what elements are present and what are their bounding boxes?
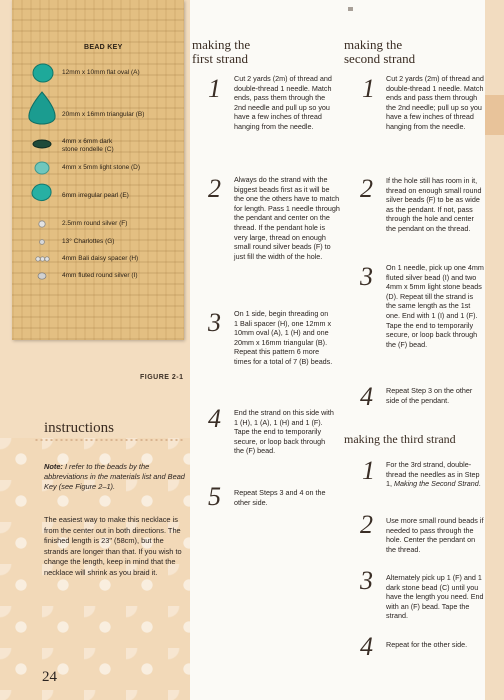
first-step-5-number: 5	[208, 482, 221, 511]
first-step-3-number: 3	[208, 308, 221, 337]
daisy-spacer-icon	[36, 257, 49, 261]
first-step-5-text: Repeat Steps 3 and 4 on the other side.	[234, 488, 326, 507]
right-edge-accent	[485, 95, 504, 135]
first-strand-heading	[192, 38, 250, 66]
bead-label-c: 4mm x 6mm dark stone rondelle (C)	[62, 138, 114, 153]
first-step-2-number: 2	[208, 174, 221, 203]
pearl-bead-icon	[32, 184, 51, 200]
bead-label-g: 13° Charlottes (G)	[62, 238, 115, 245]
third-step-3-text: Alternately pick up 1 (F) and 1 dark stone bead (C) until you have the length you need. End with an (F) bead. Tape the strand.	[386, 573, 484, 621]
note-text: I refer to the beads by the abbreviations in the materials list and Bead Key (see Figure 2–1).	[44, 462, 185, 491]
flat-oval-bead-icon	[33, 64, 53, 82]
third-step-1-text: For the 3rd strand, double-thread the needles as in Step 1, Making the Second Strand.	[386, 460, 481, 489]
third-step-3-number: 3	[360, 566, 373, 595]
figure-caption: FIGURE 2-1	[140, 374, 184, 381]
third-strand-heading: making the third strand	[344, 432, 456, 446]
second-step-1-text: Cut 2 yards (2m) of thread and double-thread 1 needle. Match ends and pass them through the 2nd needle; pull up so you have a few inches of thread hanging from the needle.	[386, 74, 484, 131]
first-step-4-number: 4	[208, 404, 221, 433]
first-step-1-number: 1	[208, 74, 221, 103]
third-step-2-text: Use more small round beads if needed to pass through the hole. Center the pendant on the thread.	[386, 516, 484, 554]
first-step-4-text: End the strand on this side with 1 (H), 1 (A), 1 (H) and 1 (F). Tape the end to temporarily secure, or loop back through the (F) bead.	[234, 408, 334, 456]
bead-key-title: BEAD KEY	[84, 44, 123, 51]
second-strand-heading	[344, 38, 415, 66]
bead-label-e: 6mm irregular pearl (E)	[62, 192, 129, 199]
charlotte-bead-icon	[40, 240, 45, 245]
first-strand-title-line2: first strand	[192, 51, 248, 66]
dotted-divider	[34, 439, 184, 441]
third-step-4-text: Repeat for the other side.	[386, 640, 468, 649]
first-step-1-text: Cut 2 yards (2m) of thread and double-thread 1 needle. Match ends, pass them through the 2nd needle and pull up so you have a few inches of thread hanging from the needle.	[234, 74, 332, 131]
round-silver-bead-icon	[39, 221, 45, 227]
instructions-body: The easiest way to make this necklace is from the center out in both directions. The finished length is 23" (58cm), but the strands are longer than that. If you wish to change the length, keep in mind that the necklace will shrink as you braid it.	[44, 515, 182, 577]
third-step-1-number: 1	[362, 456, 375, 485]
second-step-2-text: If the hole still has room in it, thread on enough small round silver beads (F) to be as wide as the pendant. If not, pass through the hole and center the pendant on the thread.	[386, 176, 482, 233]
bead-label-d: 4mm x 5mm light stone (D)	[62, 164, 141, 171]
triangular-bead-icon	[29, 92, 55, 124]
bead-label-f: 2.5mm round silver (F)	[62, 220, 128, 227]
first-strand-title-line1: making the	[192, 37, 251, 52]
top-marker	[348, 7, 353, 11]
second-strand-title-line2: second strand	[344, 51, 416, 66]
third-step-2-number: 2	[360, 510, 373, 539]
light-stone-bead-icon	[35, 162, 49, 174]
third-step-4-number: 4	[360, 632, 373, 661]
second-step-2-number: 2	[360, 174, 373, 203]
right-edge-strip	[485, 0, 504, 700]
first-step-3-text: On 1 side, begin threading on 1 Bali spacer (H), one 12mm x 10mm oval (A), 1 (H) and one 20mm x 16mm triangular (B). Repeat this pattern 6 more times for a total of 7 (B) beads.	[234, 309, 333, 366]
first-step-2-text: Always do the strand with the biggest beads first as it will be the one the others have to match for length. Pass 1 needle through the pendant and center on the thread. If the pendant hole is very large, thread on enough small round silver beads (F) to just fill the width of the hole.	[234, 175, 340, 261]
second-step-3-text: On 1 needle, pick up one 4mm fluted silver bead (I) and two 4mm x 5mm light stone beads (D). Repeat till the strand is the same length as the 1st one. End with 1 (I) and 1 (F). Tape the end to temporarily secure, or loop back through the (F) bead.	[386, 263, 484, 349]
page-number: 24	[42, 669, 57, 685]
second-step-4-number: 4	[360, 382, 373, 411]
fluted-silver-bead-icon	[38, 273, 46, 279]
bead-label-h: 4mm Bali daisy spacer (H)	[62, 255, 139, 262]
second-strand-title-line1: making the	[344, 37, 403, 52]
note-label: Note:	[44, 462, 63, 471]
bead-label-b: 20mm x 16mm triangular (B)	[62, 111, 145, 118]
instructions-heading: instructions	[44, 420, 114, 436]
bead-label-i: 4mm fluted round silver (I)	[62, 272, 138, 279]
rondelle-bead-icon	[33, 140, 51, 148]
second-step-4-text: Repeat Step 3 on the other side of the pendant.	[386, 386, 473, 405]
note-paragraph	[44, 462, 186, 492]
bead-label-a: 12mm x 10mm flat oval (A)	[62, 69, 140, 76]
second-step-1-number: 1	[362, 74, 375, 103]
second-step-3-number: 3	[360, 262, 373, 291]
